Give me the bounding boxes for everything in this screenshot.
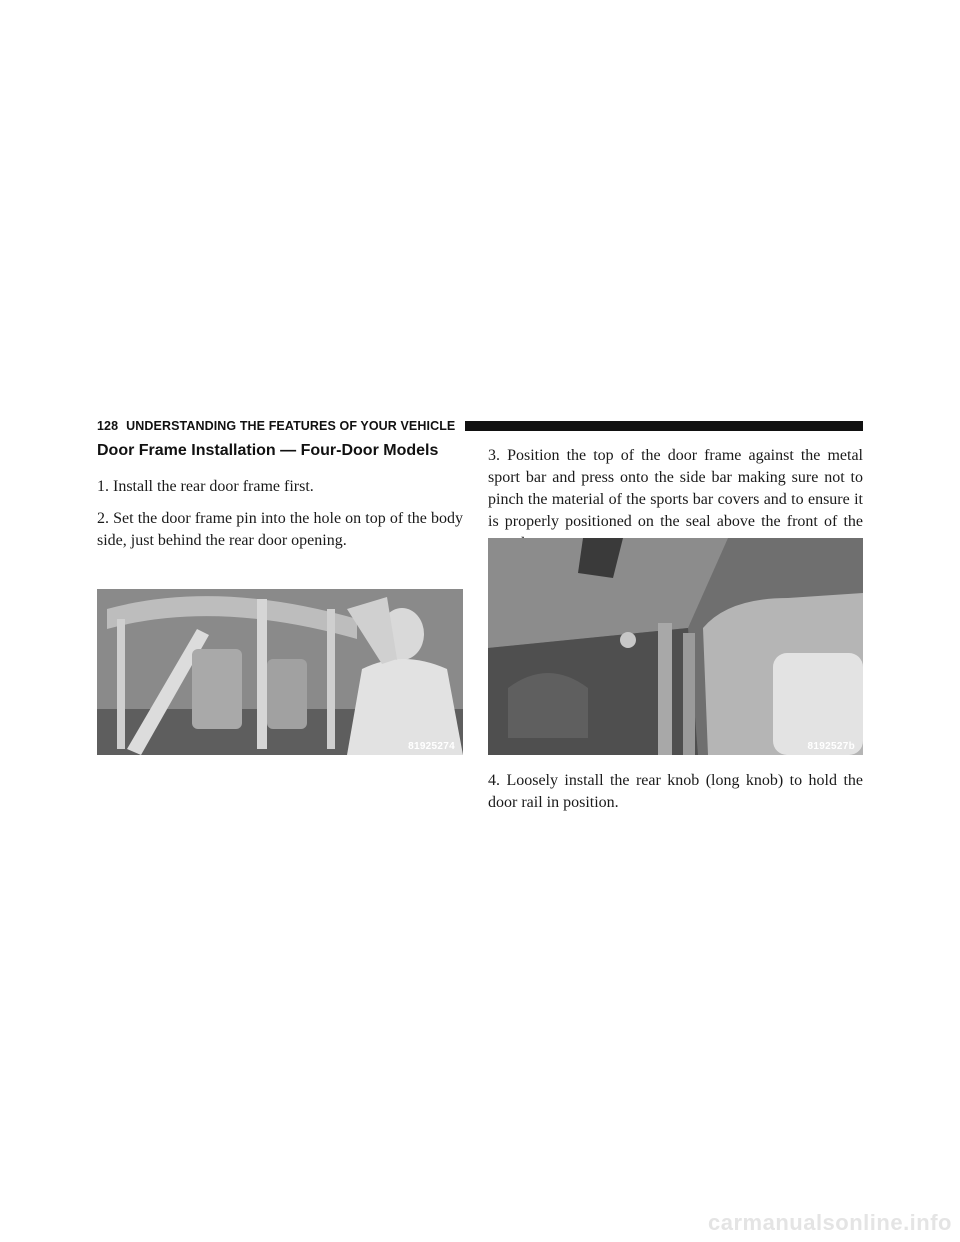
page-header (97, 418, 863, 434)
step-1: 1. Install the rear door frame first. (97, 478, 314, 495)
step-4: 4. Loosely install the rear knob (long knob) to hold the door rail in position. (488, 772, 863, 811)
figure-code-right: 8192527b (807, 741, 855, 752)
figure-illustration-right (488, 538, 863, 755)
section-title: UNDERSTANDING THE FEATURES OF YOUR VEHICLE (126, 419, 456, 433)
step-3: 3. Position the top of the door frame against the metal sport bar and press onto the side bar making sure not to pinch the material of the sports bar covers and to ensure it is properly positioned on the seal above the front of the (488, 447, 863, 530)
figure-illustration-left (97, 589, 463, 755)
page-number: 128 (97, 419, 119, 433)
right-column-continued (488, 762, 863, 824)
figure-person-installing-frame (97, 589, 463, 755)
figure-door-frame-seal (488, 538, 863, 755)
header-text (97, 418, 455, 434)
watermark: carmanualsonline.info (708, 1210, 952, 1235)
section-heading: Door Frame Installation — Four-Door Models (97, 442, 439, 459)
step-2: 2. Set the door frame pin into the hole on top of the body side, just behind the rear door opening. (97, 510, 463, 549)
left-column (97, 438, 463, 562)
figure-code-left: 81925274 (408, 741, 455, 752)
header-rule (465, 421, 863, 431)
